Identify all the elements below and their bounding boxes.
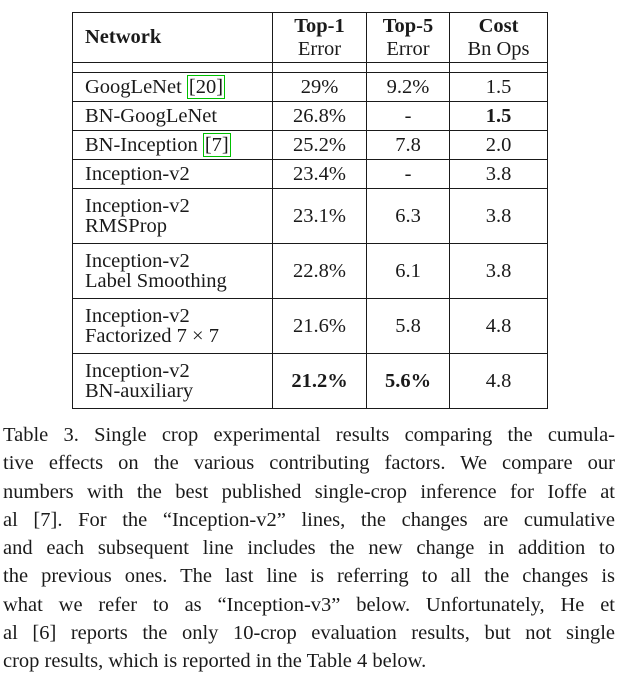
header-gap — [73, 63, 548, 73]
top5-error: - — [367, 160, 450, 189]
table-row — [73, 73, 548, 102]
table-caption — [3, 421, 615, 676]
table-row — [73, 354, 548, 409]
top1-error: 25.2% — [273, 131, 367, 160]
table-row — [73, 299, 548, 354]
network-name: BN-Inception [7] — [73, 131, 273, 160]
caption-line: tive effects on the various contributing factors. We compare our — [3, 452, 615, 475]
network-name: Inception-v2 RMSProp — [73, 189, 273, 244]
top5-error: 6.3 — [367, 189, 450, 244]
header-top1-main: Top-1 — [294, 15, 345, 37]
cost: 1.5 — [450, 73, 548, 102]
caption-line: Table 3. Single crop experimental results comparing the cumula- — [3, 424, 615, 446]
cost: 1.5 — [450, 102, 548, 131]
results-table — [72, 12, 548, 409]
network-name: Inception-v2 — [73, 160, 273, 189]
citation-link[interactable]: [20] — [188, 75, 224, 98]
caption-line: numbers with the best published single-crop inference for Ioffe at — [3, 480, 615, 503]
top5-error: 9.2% — [367, 73, 450, 102]
table-row — [73, 244, 548, 299]
top1-error: 21.6% — [273, 299, 367, 354]
top1-error: 22.8% — [273, 244, 367, 299]
header-top5-main: Top-5 — [382, 15, 434, 37]
table-row — [73, 131, 548, 160]
cost: 3.8 — [450, 244, 548, 299]
table-row — [73, 189, 548, 244]
cost: 4.8 — [450, 354, 548, 409]
top5-error: 5.8 — [367, 299, 450, 354]
top1-error: 26.8% — [273, 102, 367, 131]
network-name: Inception-v2 BN-auxiliary — [73, 354, 273, 409]
network-name: GoogLeNet [20] — [73, 73, 273, 102]
top5-error: 7.8 — [367, 131, 450, 160]
network-name: Inception-v2 Label Smoothing — [73, 244, 273, 299]
caption-line: al [7]. For the “Inception-v2” lines, the changes are cumulative — [3, 508, 615, 531]
caption-line: what we refer to as “Inception-v3” below. Unfortunately, He et — [3, 593, 615, 616]
header-top5-sub: Error — [386, 37, 430, 60]
network-name: Inception-v2 Factorized 7 × 7 — [73, 299, 273, 354]
header-network: Network — [73, 13, 273, 63]
table-row — [73, 160, 548, 189]
cost: 2.0 — [450, 131, 548, 160]
top1-error: 23.1% — [273, 189, 367, 244]
top1-error: 23.4% — [273, 160, 367, 189]
header-top1 — [273, 13, 367, 63]
header-top5 — [367, 13, 450, 63]
cost: 3.8 — [450, 160, 548, 189]
top1-error: 21.2% — [273, 354, 367, 409]
caption-line: crop results, which is reported in the Table 4 below. — [3, 650, 427, 673]
citation-link[interactable]: [7] — [204, 133, 229, 156]
top5-error: 5.6% — [367, 354, 450, 409]
caption-line: and each subsequent line includes the new change in addition to — [3, 537, 615, 560]
table-row — [73, 102, 548, 131]
header-cost — [450, 13, 548, 63]
caption-line: al [6] reports the only 10-crop evaluation results, but not single — [3, 622, 615, 645]
header-cost-sub: Bn Ops — [467, 37, 530, 60]
top5-error: 6.1 — [367, 244, 450, 299]
cost: 4.8 — [450, 299, 548, 354]
cost: 3.8 — [450, 189, 548, 244]
caption-line: the previous ones. The last line is referring to all the changes is — [3, 565, 615, 588]
top5-error: - — [367, 102, 450, 131]
table-header-row — [73, 13, 548, 63]
header-cost-main: Cost — [478, 15, 519, 37]
header-top1-sub: Error — [297, 37, 342, 60]
top1-error: 29% — [273, 73, 367, 102]
network-name: BN-GoogLeNet — [73, 102, 273, 131]
